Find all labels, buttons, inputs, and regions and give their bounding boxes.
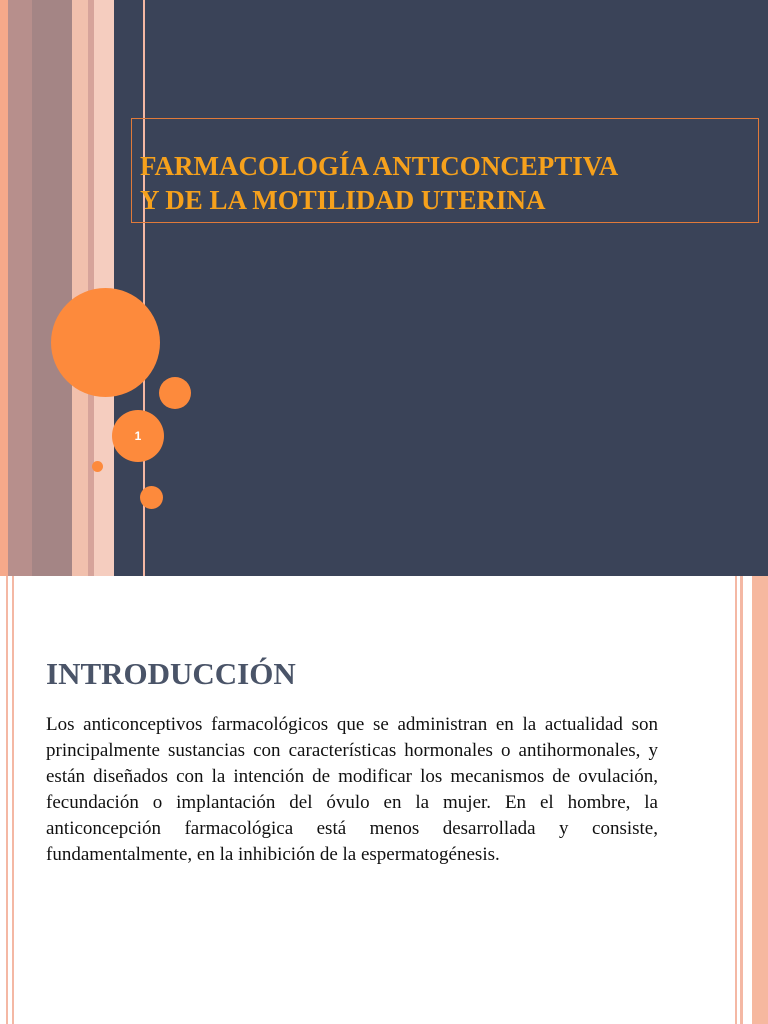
page-number: 1	[134, 429, 142, 443]
decorative-line	[752, 576, 768, 1024]
decorative-stripe	[32, 0, 72, 576]
decorative-stripe	[8, 0, 32, 576]
decorative-line	[12, 576, 14, 1024]
intro-paragraph: Los anticonceptivos farmacológicos que se administran en la actualidad son principalmente sustancias con características hormonales o antihormonales, y están diseñados con la intención de modificar los mecanismos de ovulación, fecundación o implantación del óvulo en la mujer. En el hombre, la anticoncepción farmacológica está menos desarrollada y consiste, fundamentalmente, en la inhibición de la espermatogénesis.	[46, 714, 658, 865]
decorative-line	[6, 576, 8, 1024]
decorative-line	[740, 576, 743, 1024]
introduction-slide	[0, 576, 768, 1024]
large-orange-circle	[51, 288, 160, 397]
small-orange-circle	[92, 461, 103, 472]
medium-orange-circle	[159, 377, 191, 409]
small-orange-circle	[140, 486, 163, 509]
decorative-stripe	[72, 0, 88, 576]
title-frame	[131, 118, 759, 223]
section-heading: INTRODUCCIÓN	[46, 656, 296, 691]
decorative-line	[735, 576, 737, 1024]
slide-title: FARMACOLOGÍA ANTICONCEPTIVA Y DE LA MOTILIDAD UTERINA	[140, 151, 619, 215]
decorative-stripe	[0, 0, 8, 576]
